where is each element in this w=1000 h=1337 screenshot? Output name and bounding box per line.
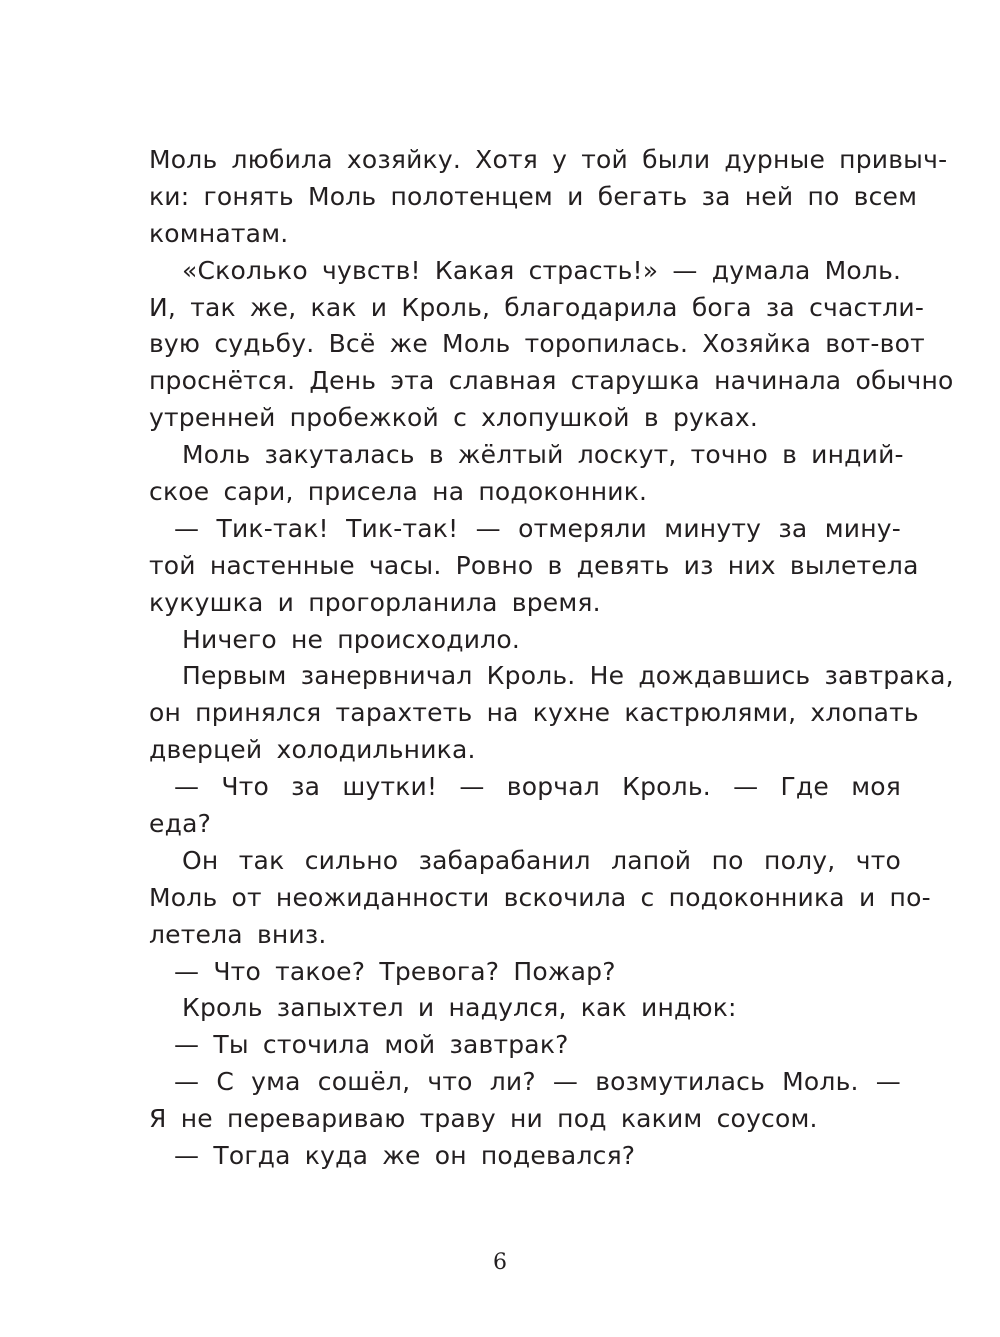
text-line: Моль от неожиданности вскочила с подоконника и по-	[149, 882, 931, 912]
story-text	[149, 142, 954, 1175]
text-line: Ничего не происходило.	[182, 624, 520, 654]
text-line: Он так сильно забарабанил лапой по полу, что	[182, 845, 901, 875]
text-line: — Тогда куда же он подевался?	[174, 1141, 636, 1171]
text-line: вую судьбу. Всё же Моль торопилась. Хозяйка вот-вот	[149, 329, 925, 359]
text-line: Моль закуталась в жёлтый лоскут, точно в индий-	[182, 440, 904, 470]
text-line: И, так же, как и Кроль, благодарила бога за счастли-	[149, 292, 925, 322]
text-line: — С ума сошёл, что ли? — возмутилась Моль. —	[174, 1067, 901, 1097]
text-line: он принялся тарахтеть на кухне кастрюлями, хлопать	[149, 698, 919, 728]
text-line: — Что за шутки! — ворчал Кроль. — Где моя	[174, 772, 901, 802]
text-line: Я не перевариваю траву ни под каким соусом.	[149, 1104, 818, 1134]
text-line: Кроль запыхтел и надулся, как индюк:	[182, 993, 737, 1023]
text-line: — Тик-так! Тик-так! — отмеряли минуту за мину-	[174, 513, 901, 543]
text-line: той настенные часы. Ровно в девять из них вылетела	[149, 550, 919, 580]
text-line: ки: гонять Моль полотенцем и бегать за ней по всем	[149, 181, 918, 211]
text-line: «Сколько чувств! Какая страсть!» — думала Моль.	[182, 255, 902, 285]
text-line: проснётся. День эта славная старушка начинала обычно	[149, 366, 954, 396]
text-line: кукушка и прогорланила время.	[149, 587, 601, 617]
text-line: — Что такое? Тревога? Пожар?	[174, 956, 616, 986]
text-line: Первым занервничал Кроль. Не дождавшись завтрака,	[182, 661, 954, 691]
page-number: 6	[493, 1250, 507, 1275]
text-line: Моль любила хозяйку. Хотя у той были дурные привыч-	[149, 145, 948, 174]
text-line: — Ты сточила мой завтрак?	[174, 1030, 569, 1060]
text-line: утренней пробежкой с хлопушкой в руках.	[149, 403, 758, 433]
text-line: ское сари, присела на подоконник.	[149, 477, 648, 507]
text-line: комнатам.	[149, 218, 289, 248]
text-line: летела вниз.	[149, 919, 327, 949]
text-line: еда?	[149, 809, 212, 839]
text-line: дверцей холодильника.	[149, 735, 476, 765]
